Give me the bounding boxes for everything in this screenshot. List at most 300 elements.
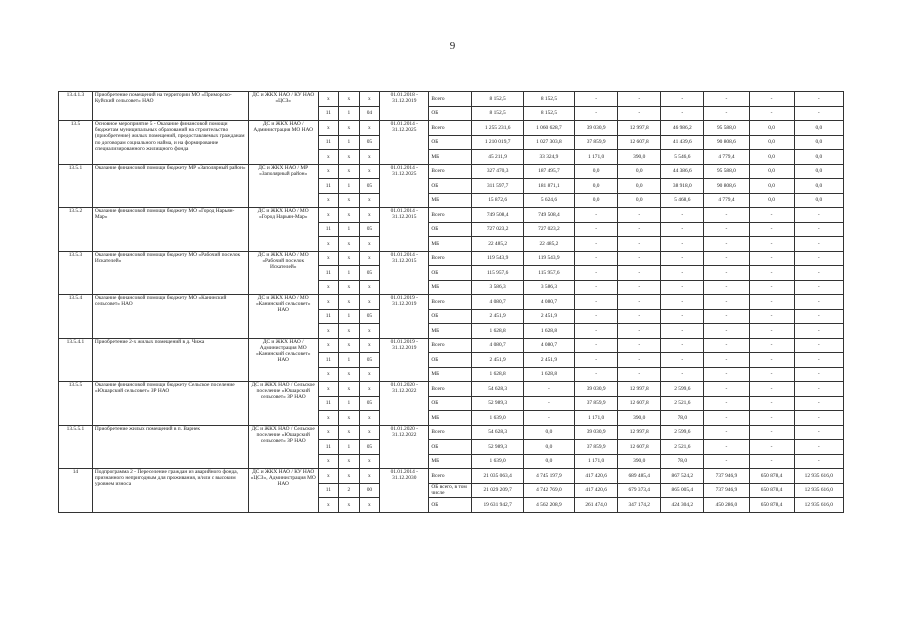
amount-cell: - (704, 280, 749, 295)
amount-cell: 0,0 (794, 150, 843, 165)
amount-cell: 0,0 (618, 193, 661, 208)
table-row (59, 295, 844, 310)
amount-cell: 390,0 (618, 411, 661, 426)
amount-cell: - (749, 222, 794, 237)
amount-cell: 54 628,3 (472, 382, 523, 397)
section-code: x (339, 324, 360, 339)
amount-cell: 95 588,0 (704, 164, 749, 179)
row-number: 13.5 (59, 121, 93, 165)
amount-cell: 679 373,4 (618, 483, 661, 498)
amount-cell: 1 210 019,7 (472, 135, 523, 150)
amount-cell: 0,0 (749, 164, 794, 179)
page-number: 9 (449, 40, 456, 52)
amount-cell: 5 546,6 (661, 150, 704, 165)
amount-cell: 39 030,9 (575, 121, 618, 136)
table-row (59, 164, 844, 179)
funding-source: ОБ (429, 353, 472, 368)
amount-cell: 8 152,5 (523, 106, 574, 121)
subsection-code: 00 (359, 483, 380, 498)
amount-cell: - (704, 454, 749, 469)
amount-cell: - (523, 396, 574, 411)
grbs-code: x (318, 121, 339, 136)
section-code: 1 (339, 106, 360, 121)
amount-cell: - (794, 396, 843, 411)
amount-cell: 727 023,2 (523, 222, 574, 237)
grbs-code: x (318, 193, 339, 208)
amount-cell: - (661, 251, 704, 266)
section-code: x (339, 469, 360, 484)
amount-cell: 1 171,0 (575, 454, 618, 469)
grbs-code: x (318, 164, 339, 179)
amount-cell: - (575, 222, 618, 237)
grbs-code: x (318, 425, 339, 440)
amount-cell: 4 779,4 (704, 193, 749, 208)
amount-cell: 0,0 (575, 179, 618, 194)
amount-cell: - (749, 396, 794, 411)
amount-cell: 737 946,9 (704, 483, 749, 498)
amount-cell: - (794, 251, 843, 266)
grbs-code: x (318, 280, 339, 295)
amount-cell: 0,0 (523, 440, 574, 455)
amount-cell: 347 174,2 (618, 498, 661, 513)
amount-cell: 119 543,9 (523, 251, 574, 266)
section-code: x (339, 251, 360, 266)
amount-cell: 15 872,6 (472, 193, 523, 208)
amount-cell: - (661, 338, 704, 353)
funding-source: Всего (429, 469, 472, 484)
amount-cell: 33 324,9 (523, 150, 574, 165)
amount-cell: - (749, 237, 794, 252)
amount-cell: - (704, 251, 749, 266)
amount-cell: 424 304,2 (661, 498, 704, 513)
amount-cell: 3 586,3 (472, 280, 523, 295)
amount-cell: 0,0 (523, 425, 574, 440)
amount-cell: 12 935 616,0 (794, 498, 843, 513)
executor: ДС и ЖКХ НАО / Сельское поселение «Юшарский сельсовет» ЗР НАО (248, 425, 318, 469)
period: 01.01.2014 - 31.12.2025 (380, 164, 429, 208)
section-code: x (339, 92, 360, 107)
funding-source: Всего (429, 121, 472, 136)
period: 01.01.2014 - 31.12.2030 (380, 469, 429, 513)
row-number: 13.5.1 (59, 164, 93, 208)
grbs-code: 11 (318, 106, 339, 121)
funding-source: МБ (429, 193, 472, 208)
amount-cell: 2 599,6 (661, 425, 704, 440)
amount-cell: 78,0 (661, 411, 704, 426)
amount-cell: 2 599,6 (661, 382, 704, 397)
grbs-code: x (318, 251, 339, 266)
amount-cell: - (749, 106, 794, 121)
section-code: 1 (339, 396, 360, 411)
amount-cell: 390,0 (618, 454, 661, 469)
amount-cell: - (794, 324, 843, 339)
amount-cell: - (794, 208, 843, 223)
amount-cell: - (749, 454, 794, 469)
section-code: x (339, 193, 360, 208)
amount-cell: - (618, 367, 661, 382)
section-code: 1 (339, 266, 360, 281)
amount-cell: - (704, 440, 749, 455)
amount-cell: 0,0 (523, 454, 574, 469)
amount-cell: 90 808,6 (704, 179, 749, 194)
amount-cell: 12 997,8 (618, 382, 661, 397)
amount-cell: 650 878,4 (749, 498, 794, 513)
amount-cell: 1 628,8 (523, 367, 574, 382)
period: 01.01.2020 - 31.12.2022 (380, 425, 429, 469)
amount-cell: 0,0 (618, 179, 661, 194)
subsection-code: x (359, 338, 380, 353)
grbs-code: x (318, 150, 339, 165)
amount-cell: - (794, 92, 843, 107)
funding-source: Всего (429, 425, 472, 440)
row-number: 13.5.4 (59, 295, 93, 339)
grbs-code: x (318, 338, 339, 353)
amount-cell: 181 871,1 (523, 179, 574, 194)
subsection-code: 05 (359, 309, 380, 324)
amount-cell: - (749, 440, 794, 455)
row-number: 13.5.2 (59, 208, 93, 252)
funding-source: Всего (429, 208, 472, 223)
amount-cell: 4 742 769,0 (523, 483, 574, 498)
amount-cell: - (618, 266, 661, 281)
amount-cell: 1 171,0 (575, 411, 618, 426)
funding-source: Всего (429, 164, 472, 179)
amount-cell: 2 451,9 (472, 353, 523, 368)
amount-cell: - (618, 324, 661, 339)
funding-source: ОБ (429, 106, 472, 121)
subsection-code: x (359, 367, 380, 382)
section-code: 2 (339, 483, 360, 498)
amount-cell: 0,0 (749, 179, 794, 194)
amount-cell: - (661, 266, 704, 281)
amount-cell: 45 211,9 (472, 150, 523, 165)
funding-source: ОБ всего, в том числе (429, 483, 472, 498)
amount-cell: - (575, 367, 618, 382)
grbs-code: 11 (318, 353, 339, 368)
executor: ДС и ЖКХ НАО / МО «Город Нарьян-Мар» (248, 208, 318, 252)
executor: ДС и ЖКХ НАО / КУ НАО «ЦСЗ» (248, 92, 318, 121)
subsection-code: x (359, 280, 380, 295)
period: 01.01.2019 - 31.12.2019 (380, 295, 429, 339)
amount-cell: - (749, 92, 794, 107)
amount-cell: - (794, 367, 843, 382)
funding-source: ОБ (429, 440, 472, 455)
amount-cell: - (575, 353, 618, 368)
amount-cell: 38 918,0 (661, 179, 704, 194)
table-row (59, 121, 844, 136)
row-number: 13.4.1.3 (59, 92, 93, 121)
subsection-code: x (359, 121, 380, 136)
section-code: x (339, 237, 360, 252)
amount-cell: - (661, 280, 704, 295)
funding-source: ОБ (429, 222, 472, 237)
section-code: x (339, 295, 360, 310)
amount-cell: - (749, 353, 794, 368)
row-number: 13.5.5 (59, 382, 93, 426)
amount-cell: - (575, 324, 618, 339)
amount-cell: - (794, 237, 843, 252)
amount-cell: 4 745 197,9 (523, 469, 574, 484)
amount-cell: - (749, 324, 794, 339)
amount-cell: 0,0 (618, 164, 661, 179)
grbs-code: x (318, 498, 339, 513)
amount-cell: - (794, 309, 843, 324)
activity-name: Оказание финансовой помощи бюджету Сельское поселение «Юшарский сельсовет» ЗР НАО (92, 382, 248, 426)
amount-cell: 95 588,0 (704, 121, 749, 136)
amount-cell: - (704, 237, 749, 252)
amount-cell: - (618, 338, 661, 353)
amount-cell: 0,0 (749, 135, 794, 150)
amount-cell: 1 639,0 (472, 411, 523, 426)
funding-source: ОБ (429, 135, 472, 150)
activity-name: Подпрограмма 2 - Переселение граждан из аварийного фонда, признанного непригодным для проживания, и/или с высоким уровнем износа (92, 469, 248, 513)
funding-source: Всего (429, 295, 472, 310)
amount-cell: - (704, 92, 749, 107)
amount-cell: - (794, 411, 843, 426)
amount-cell: - (575, 208, 618, 223)
grbs-code: x (318, 237, 339, 252)
amount-cell: - (575, 309, 618, 324)
amount-cell: - (661, 295, 704, 310)
amount-cell: 8 152,5 (472, 92, 523, 107)
amount-cell: - (749, 295, 794, 310)
amount-cell: 450 286,0 (704, 498, 749, 513)
amount-cell: 12 935 616,0 (794, 469, 843, 484)
funding-source: МБ (429, 454, 472, 469)
amount-cell: 867 524,2 (661, 469, 704, 484)
subsection-code: x (359, 324, 380, 339)
period: 01.01.2014 - 31.12.2015 (380, 251, 429, 295)
amount-cell: 0,0 (794, 135, 843, 150)
executor: ДС и ЖКХ НАО / МО «Рабочий поселок Искателей» (248, 251, 318, 295)
section-code: 1 (339, 222, 360, 237)
funding-source: Всего (429, 382, 472, 397)
amount-cell: 417 420,6 (575, 483, 618, 498)
grbs-code: 11 (318, 222, 339, 237)
grbs-code: 11 (318, 135, 339, 150)
section-code: x (339, 121, 360, 136)
amount-cell: - (704, 222, 749, 237)
section-code: 1 (339, 353, 360, 368)
amount-cell: - (749, 367, 794, 382)
amount-cell: - (575, 266, 618, 281)
amount-cell: 19 631 942,7 (472, 498, 523, 513)
amount-cell: - (575, 92, 618, 107)
amount-cell: - (704, 208, 749, 223)
amount-cell: 749 508,4 (523, 208, 574, 223)
amount-cell: 1 628,8 (472, 367, 523, 382)
amount-cell: 2 521,6 (661, 396, 704, 411)
amount-cell: - (704, 353, 749, 368)
amount-cell: 0,0 (749, 121, 794, 136)
funding-source: ОБ (429, 266, 472, 281)
subsection-code: x (359, 469, 380, 484)
amount-cell: - (794, 106, 843, 121)
amount-cell: 37 859,9 (575, 135, 618, 150)
amount-cell: 12 935 616,0 (794, 483, 843, 498)
amount-cell: - (523, 411, 574, 426)
amount-cell: - (794, 222, 843, 237)
activity-name: Приобретение жилых помещений в п. Варнек (92, 425, 248, 469)
period: 01.01.2018 - 31.12.2019 (380, 92, 429, 121)
amount-cell: 4 080,7 (523, 338, 574, 353)
grbs-code: x (318, 295, 339, 310)
funding-source: МБ (429, 411, 472, 426)
amount-cell: - (661, 106, 704, 121)
amount-cell: - (618, 222, 661, 237)
grbs-code: 11 (318, 309, 339, 324)
subsection-code: 05 (359, 440, 380, 455)
amount-cell: 187 495,7 (523, 164, 574, 179)
amount-cell: 22 485,2 (472, 237, 523, 252)
amount-cell: - (523, 382, 574, 397)
section-code: x (339, 454, 360, 469)
funding-source: ОБ (429, 309, 472, 324)
grbs-code: 11 (318, 396, 339, 411)
amount-cell: 0,0 (575, 193, 618, 208)
funding-source: Всего (429, 92, 472, 107)
amount-cell: 12 607,8 (618, 135, 661, 150)
subsection-code: 04 (359, 106, 380, 121)
table-row (59, 382, 844, 397)
amount-cell: - (749, 280, 794, 295)
amount-cell: - (618, 92, 661, 107)
grbs-code: 11 (318, 266, 339, 281)
section-code: x (339, 164, 360, 179)
amount-cell: 4 562 208,9 (523, 498, 574, 513)
amount-cell: 1 628,8 (472, 324, 523, 339)
table-row (59, 251, 844, 266)
amount-cell: 0,0 (575, 164, 618, 179)
amount-cell: 865 005,4 (661, 483, 704, 498)
amount-cell: - (661, 92, 704, 107)
amount-cell: 2 521,6 (661, 440, 704, 455)
subsection-code: x (359, 92, 380, 107)
amount-cell: - (794, 425, 843, 440)
amount-cell: 78,0 (661, 454, 704, 469)
amount-cell: 8 152,5 (523, 92, 574, 107)
amount-cell: 52 989,3 (472, 440, 523, 455)
amount-cell: 4 080,7 (472, 295, 523, 310)
subsection-code: 05 (359, 135, 380, 150)
amount-cell: 0,0 (794, 193, 843, 208)
funding-source: ОБ (429, 396, 472, 411)
grbs-code: x (318, 367, 339, 382)
amount-cell: 650 878,4 (749, 483, 794, 498)
amount-cell: 311 597,7 (472, 179, 523, 194)
amount-cell: 390,0 (618, 150, 661, 165)
grbs-code: 11 (318, 179, 339, 194)
amount-cell: 22 485,2 (523, 237, 574, 252)
amount-cell: - (575, 106, 618, 121)
amount-cell: - (704, 266, 749, 281)
funding-source: Всего (429, 251, 472, 266)
executor: ДС и ЖКХ НАО / МР «Заполярный район» (248, 164, 318, 208)
amount-cell: 8 152,5 (472, 106, 523, 121)
grbs-code: x (318, 454, 339, 469)
amount-cell: 689 485,4 (618, 469, 661, 484)
row-number: 14 (59, 469, 93, 513)
amount-cell: - (618, 280, 661, 295)
amount-cell: - (704, 425, 749, 440)
amount-cell: 44 386,6 (661, 164, 704, 179)
section-code: 1 (339, 440, 360, 455)
grbs-code: x (318, 324, 339, 339)
amount-cell: - (661, 309, 704, 324)
amount-cell: - (794, 353, 843, 368)
executor: ДС и ЖКХ НАО / МО «Канинский сельсовет» НАО (248, 295, 318, 339)
executor: ДС и ЖКХ НАО / Сельское поселение «Юшарский сельсовет» ЗР НАО (248, 382, 318, 426)
row-number: 13.5.5.1 (59, 425, 93, 469)
amount-cell: - (575, 280, 618, 295)
table-row (59, 469, 844, 484)
amount-cell: - (618, 237, 661, 252)
activity-name: Оказание финансовой помощи бюджету МР «Заполярный район» (92, 164, 248, 208)
amount-cell: 1 639,0 (472, 454, 523, 469)
subsection-code: x (359, 498, 380, 513)
section-code: 1 (339, 135, 360, 150)
amount-cell: 0,0 (794, 179, 843, 194)
amount-cell: - (704, 396, 749, 411)
grbs-code: 11 (318, 440, 339, 455)
amount-cell: 39 030,9 (575, 425, 618, 440)
amount-cell: - (661, 367, 704, 382)
amount-cell: - (749, 251, 794, 266)
activity-name: Оказание финансовой помощи бюджету МО «Канинский сельсовет» НАО (92, 295, 248, 339)
amount-cell: - (704, 295, 749, 310)
subsection-code: 05 (359, 222, 380, 237)
subsection-code: 05 (359, 353, 380, 368)
amount-cell: 737 946,9 (704, 469, 749, 484)
amount-cell: - (794, 454, 843, 469)
amount-cell: - (749, 266, 794, 281)
amount-cell: 39 030,9 (575, 382, 618, 397)
section-code: x (339, 367, 360, 382)
amount-cell: - (749, 382, 794, 397)
program-table (58, 91, 844, 513)
amount-cell: - (575, 251, 618, 266)
amount-cell: 41 439,6 (661, 135, 704, 150)
executor: ДС и ЖКХ НАО / КУ НАО «ЦСЗ», Администрация МО НАО (248, 469, 318, 513)
amount-cell: - (618, 106, 661, 121)
amount-cell: 1 060 628,7 (523, 121, 574, 136)
amount-cell: 5 624,6 (523, 193, 574, 208)
table-row (59, 208, 844, 223)
row-number: 13.5.4.1 (59, 338, 93, 382)
amount-cell: - (704, 324, 749, 339)
section-code: x (339, 150, 360, 165)
amount-cell: - (794, 440, 843, 455)
section-code: x (339, 382, 360, 397)
funding-source: МБ (429, 324, 472, 339)
grbs-code: x (318, 208, 339, 223)
amount-cell: - (575, 295, 618, 310)
amount-cell: - (704, 367, 749, 382)
subsection-code: x (359, 164, 380, 179)
amount-cell: - (618, 309, 661, 324)
amount-cell: 417 420,6 (575, 469, 618, 484)
amount-cell: - (618, 208, 661, 223)
amount-cell: - (794, 266, 843, 281)
amount-cell: - (575, 338, 618, 353)
subsection-code: x (359, 208, 380, 223)
amount-cell: - (749, 309, 794, 324)
amount-cell: - (704, 106, 749, 121)
amount-cell: - (661, 353, 704, 368)
amount-cell: 4 080,7 (472, 338, 523, 353)
amount-cell: - (704, 382, 749, 397)
activity-name: Приобретение 2-х жилых помещений в д. Чижа (92, 338, 248, 382)
